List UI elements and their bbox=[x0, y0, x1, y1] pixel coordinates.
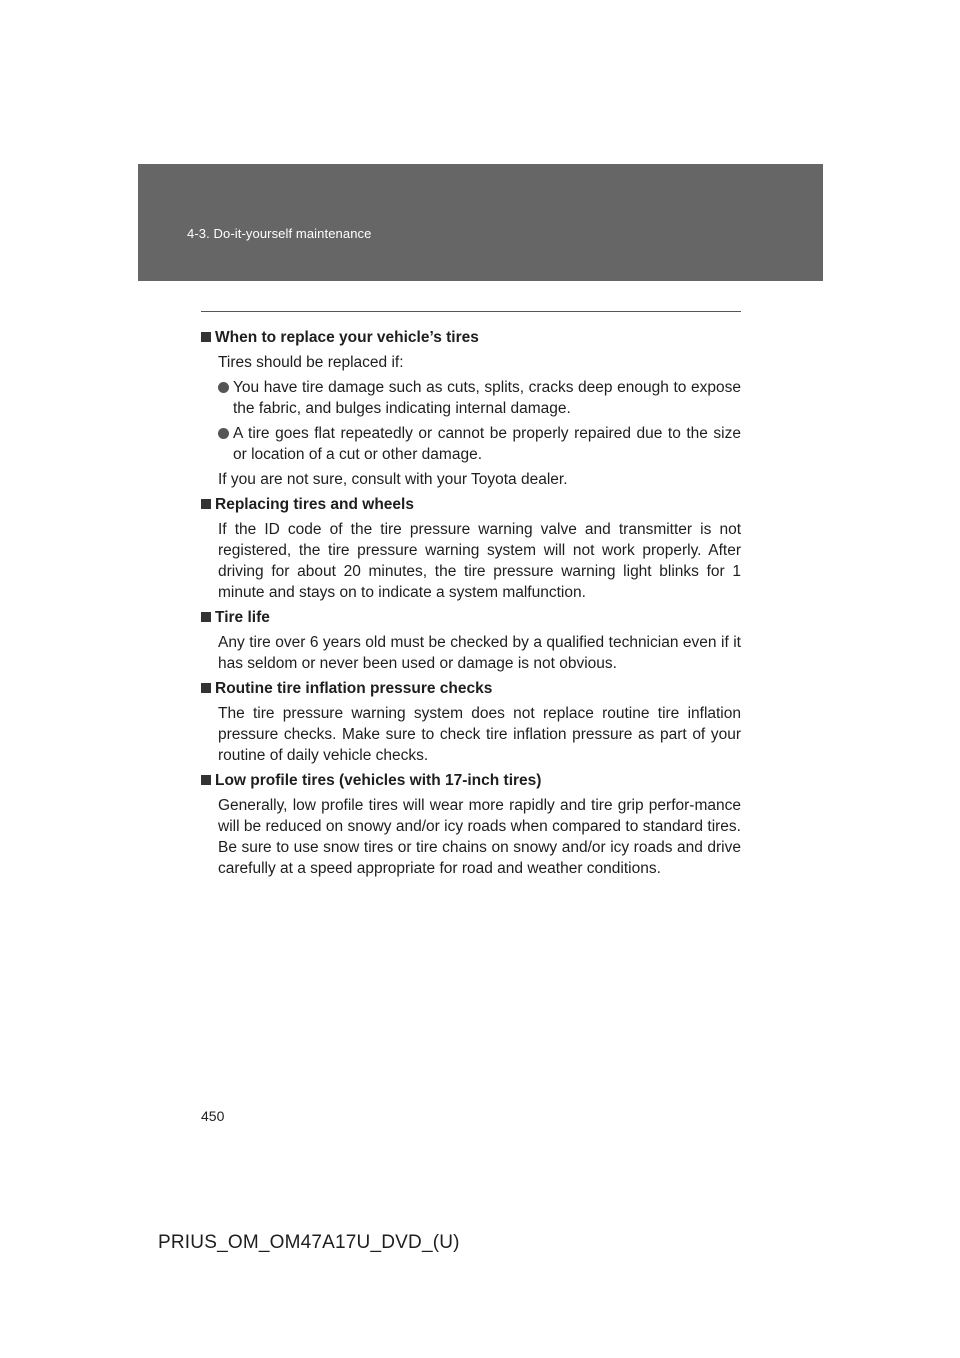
section-tire-life bbox=[201, 607, 741, 674]
section-heading: Tire life bbox=[215, 609, 270, 626]
round-bullet-icon bbox=[218, 428, 229, 439]
section-header-band bbox=[138, 164, 823, 281]
section-heading: Routine tire inflation pressure checks bbox=[215, 680, 493, 697]
section-body: Any tire over 6 years old must be checked by a qualified technician even if it has seldom or never been used or damage is not obvious. bbox=[218, 634, 741, 672]
list-item-text: You have tire damage such as cuts, splits, cracks deep enough to expose the fabric, and bulges indicating internal damage. bbox=[233, 379, 741, 417]
divider-rule bbox=[201, 311, 741, 312]
section-title: 4-3. Do-it-yourself maintenance bbox=[187, 226, 372, 241]
section-body: The tire pressure warning system does not replace routine tire inflation pressure checks. Make sure to check tire inflation pressure as part of your routine of daily vehicle checks. bbox=[218, 705, 741, 764]
section-heading: Replacing tires and wheels bbox=[215, 496, 414, 513]
list-item bbox=[201, 377, 741, 419]
list-item-text: A tire goes flat repeatedly or cannot be properly repaired due to the size or location of a cut or other damage. bbox=[233, 425, 741, 463]
section-replacing-tires bbox=[201, 494, 741, 603]
square-bullet-icon bbox=[201, 612, 211, 622]
round-bullet-icon bbox=[218, 382, 229, 393]
section-heading: Low profile tires (vehicles with 17-inch tires) bbox=[215, 772, 542, 789]
section-body: If the ID code of the tire pressure warning valve and transmitter is not registered, the tire pressure warning system will not work properly. After driving for about 20 minutes, the tire pressure warning light blinks for 1 minute and stays on to indicate a system malfunction. bbox=[218, 521, 741, 601]
section-low-profile-tires bbox=[201, 770, 741, 879]
section-outro: If you are not sure, consult with your Toyota dealer. bbox=[218, 471, 568, 488]
section-body: Generally, low profile tires will wear more rapidly and tire grip perfor-mance will be reduced on snowy and/or icy roads when compared to standard tires. Be sure to use snow tires or tire chains on snowy and/or icy roads and drive carefully at a speed appropriate for road and weather conditions. bbox=[218, 797, 741, 877]
square-bullet-icon bbox=[201, 683, 211, 693]
section-inflation-checks bbox=[201, 678, 741, 766]
section-heading: When to replace your vehicle’s tires bbox=[215, 329, 479, 346]
list-item bbox=[201, 423, 741, 465]
section-intro: Tires should be replaced if: bbox=[218, 354, 404, 371]
document-id: PRIUS_OM_OM47A17U_DVD_(U) bbox=[158, 1232, 460, 1253]
square-bullet-icon bbox=[201, 775, 211, 785]
page-number: 450 bbox=[201, 1108, 225, 1124]
square-bullet-icon bbox=[201, 332, 211, 342]
page-content bbox=[201, 327, 741, 883]
section-when-to-replace bbox=[201, 327, 741, 490]
square-bullet-icon bbox=[201, 499, 211, 509]
